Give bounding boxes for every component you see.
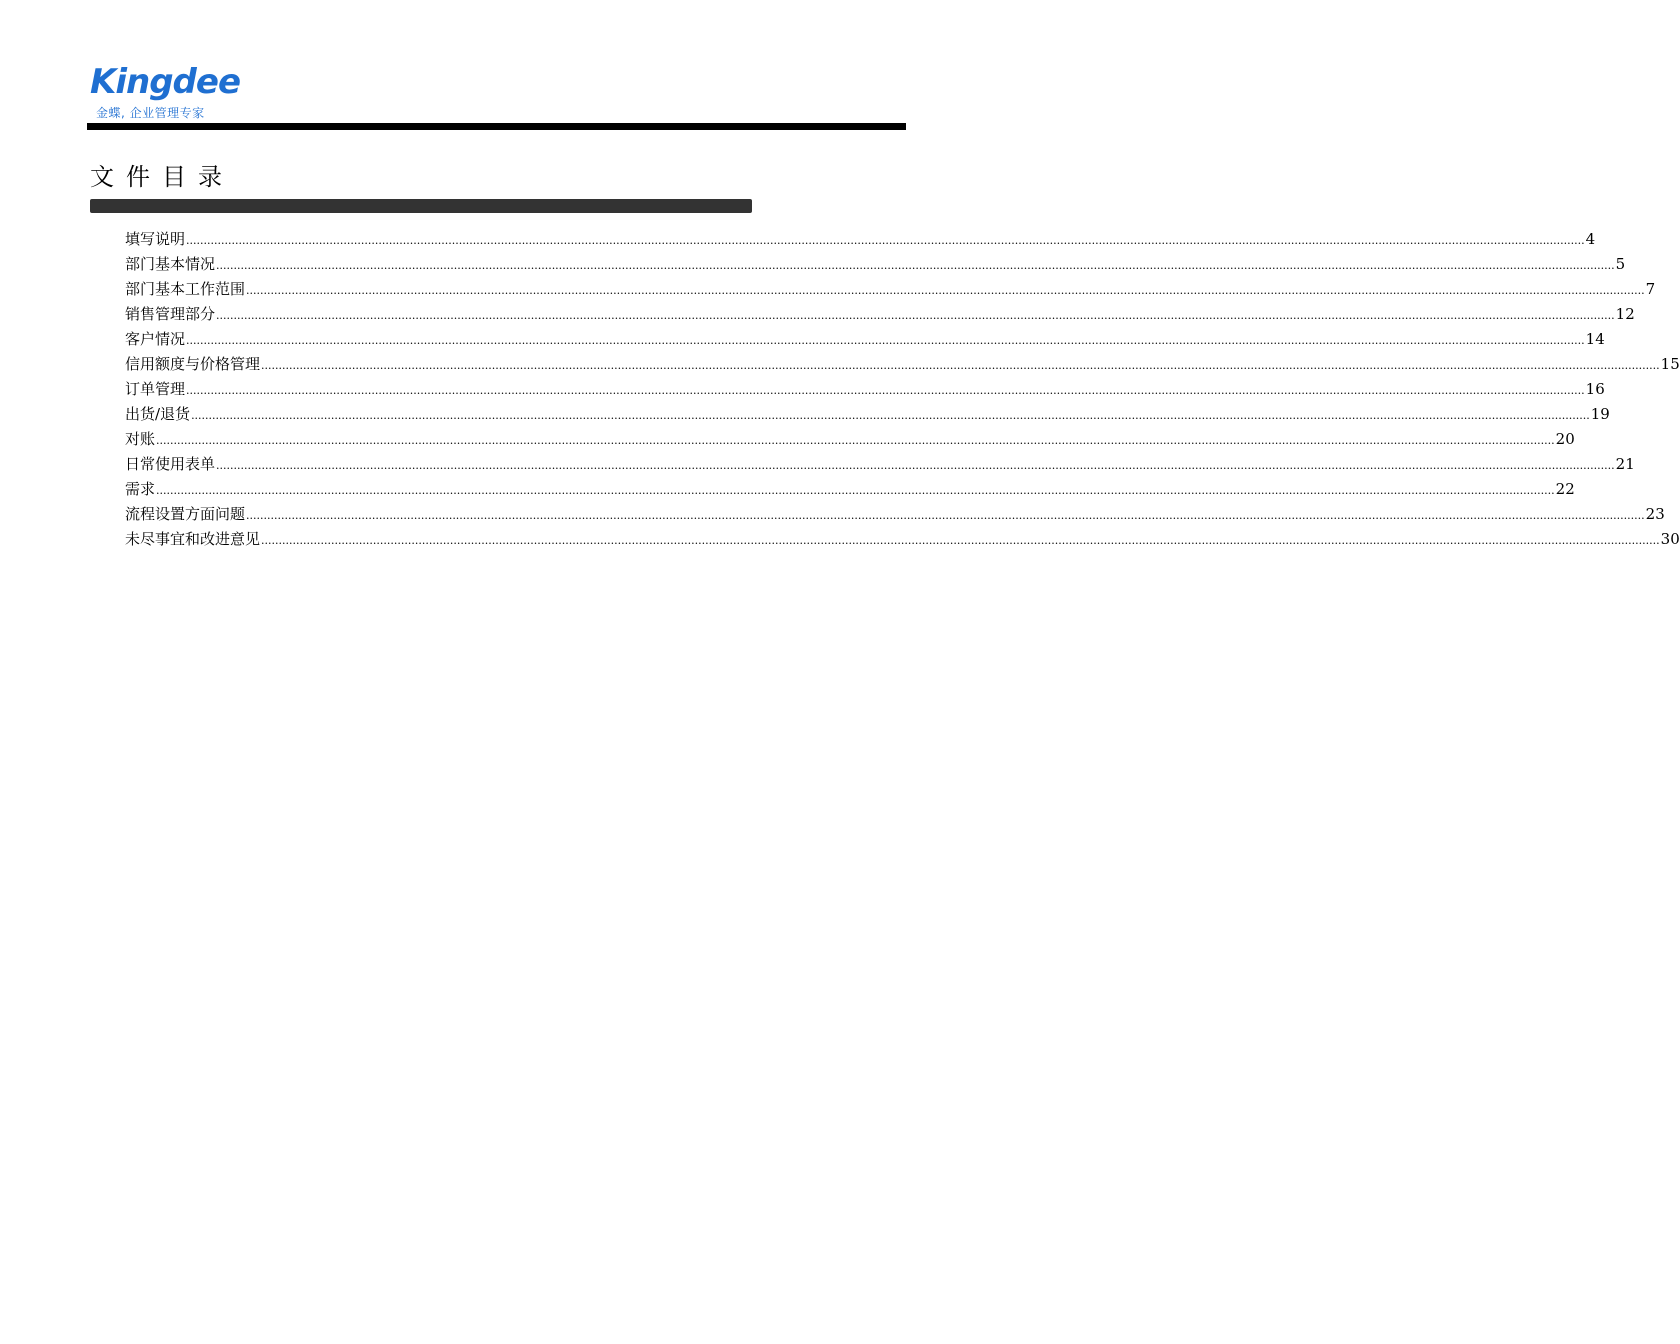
- logo-wordmark: Kingdee: [90, 62, 241, 102]
- toc-dot-leader: ................................................................................................................................................................................................................................................................................................................................................................................................................: [246, 509, 1645, 522]
- toc-entry-label[interactable]: 信用额度与价格管理: [125, 355, 261, 373]
- logo-tagline: 金蝶, 企业管理专家: [96, 106, 205, 120]
- toc-entry[interactable]: [125, 227, 1596, 252]
- toc-entry-label[interactable]: 未尽事宜和改进意见: [125, 530, 261, 548]
- page-title: 文件目录: [90, 163, 234, 191]
- toc-entry[interactable]: [125, 477, 1575, 502]
- toc-dot-leader: ................................................................................................................................................................................................................................................................................................................................................................................................................: [216, 259, 1615, 272]
- toc-entry[interactable]: [125, 252, 1626, 277]
- toc-entry-label[interactable]: 填写说明: [125, 230, 186, 248]
- toc-entry[interactable]: [125, 277, 1656, 302]
- toc-dot-leader: ................................................................................................................................................................................................................................................................................................................................................................................................................: [156, 484, 1555, 497]
- toc-entry[interactable]: [125, 377, 1605, 402]
- toc-dot-leader: ................................................................................................................................................................................................................................................................................................................................................................................................................: [246, 284, 1645, 297]
- title-underline-bar: [90, 199, 752, 213]
- toc-entry[interactable]: [125, 502, 1665, 527]
- toc-entry-label[interactable]: 订单管理: [125, 380, 186, 398]
- toc-entry-page-number[interactable]: 22: [1555, 480, 1575, 498]
- toc-entry[interactable]: [125, 452, 1635, 477]
- toc-entry-label[interactable]: 部门基本工作范围: [125, 280, 246, 298]
- toc-entry[interactable]: [125, 327, 1605, 352]
- toc-entry-label[interactable]: 出货/退货: [125, 405, 191, 423]
- toc-entry-page-number[interactable]: 30: [1660, 530, 1680, 548]
- toc-entry-page-number[interactable]: 5: [1615, 255, 1626, 273]
- toc-entry-page-number[interactable]: 19: [1590, 405, 1610, 423]
- toc-dot-leader: ................................................................................................................................................................................................................................................................................................................................................................................................................: [261, 534, 1660, 547]
- toc-entry-page-number[interactable]: 16: [1585, 380, 1605, 398]
- toc-entry-page-number[interactable]: 7: [1645, 280, 1656, 298]
- toc-dot-leader: ................................................................................................................................................................................................................................................................................................................................................................................................................: [186, 334, 1585, 347]
- header-divider: [87, 123, 906, 130]
- toc-entry[interactable]: [125, 527, 1680, 552]
- toc-entry-label[interactable]: 部门基本情况: [125, 255, 216, 273]
- toc-entry-page-number[interactable]: 23: [1645, 505, 1665, 523]
- toc-entry-label[interactable]: 日常使用表单: [125, 455, 216, 473]
- table-of-contents: [125, 227, 1680, 552]
- toc-entry-label[interactable]: 需求: [125, 480, 156, 498]
- toc-entry-page-number[interactable]: 14: [1585, 330, 1605, 348]
- toc-entry-label[interactable]: 对账: [125, 430, 156, 448]
- toc-dot-leader: ................................................................................................................................................................................................................................................................................................................................................................................................................: [216, 459, 1615, 472]
- toc-entry-page-number[interactable]: 21: [1615, 455, 1635, 473]
- toc-entry-page-number[interactable]: 12: [1615, 305, 1635, 323]
- toc-dot-leader: ................................................................................................................................................................................................................................................................................................................................................................................................................: [186, 384, 1585, 397]
- toc-entry-label[interactable]: 销售管理部分: [125, 305, 216, 323]
- toc-entry-label[interactable]: 客户情况: [125, 330, 186, 348]
- toc-entry-page-number[interactable]: 15: [1660, 355, 1680, 373]
- toc-entry-page-number[interactable]: 4: [1585, 230, 1596, 248]
- toc-dot-leader: ................................................................................................................................................................................................................................................................................................................................................................................................................: [261, 359, 1660, 372]
- toc-dot-leader: ................................................................................................................................................................................................................................................................................................................................................................................................................: [186, 234, 1585, 247]
- toc-dot-leader: ................................................................................................................................................................................................................................................................................................................................................................................................................: [191, 409, 1590, 422]
- toc-dot-leader: ................................................................................................................................................................................................................................................................................................................................................................................................................: [156, 434, 1555, 447]
- toc-entry[interactable]: [125, 427, 1575, 452]
- kingdee-logo: [90, 62, 250, 121]
- toc-entry-label[interactable]: 流程设置方面问题: [125, 505, 246, 523]
- toc-entry[interactable]: [125, 402, 1610, 427]
- toc-entry[interactable]: [125, 352, 1680, 377]
- toc-entry-page-number[interactable]: 20: [1555, 430, 1575, 448]
- toc-dot-leader: ................................................................................................................................................................................................................................................................................................................................................................................................................: [216, 309, 1615, 322]
- toc-entry[interactable]: [125, 302, 1635, 327]
